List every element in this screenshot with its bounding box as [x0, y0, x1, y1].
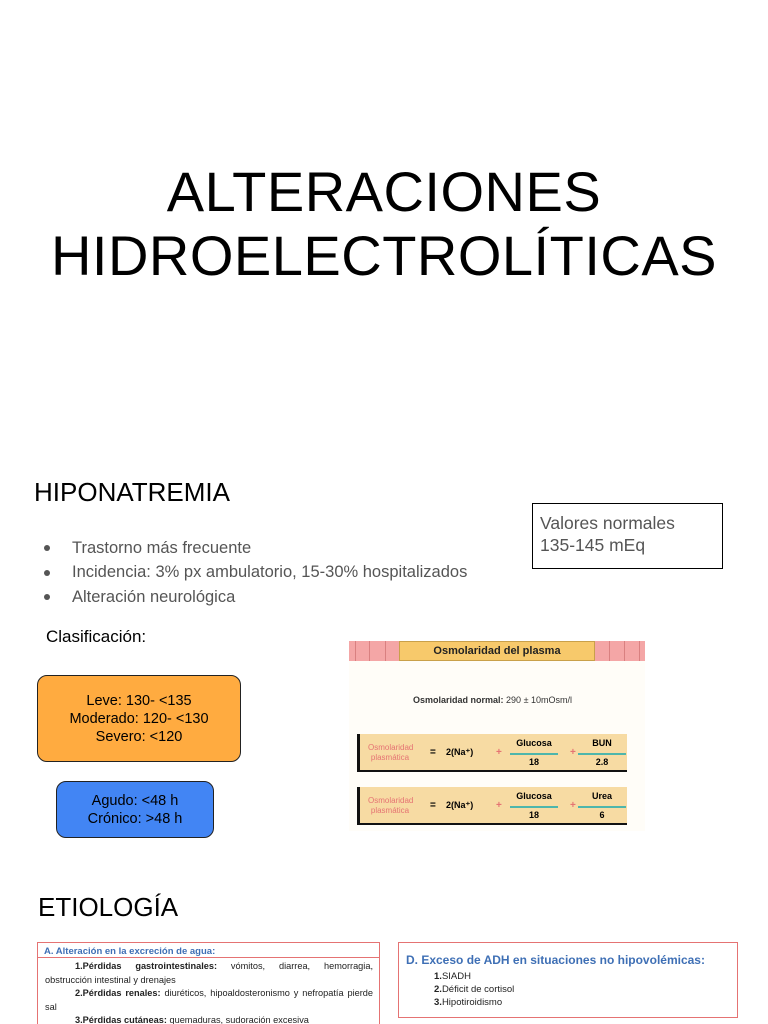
item-label: 1.Pérdidas gastrointestinales:: [75, 961, 218, 971]
hiponatremia-bullet-list: [44, 536, 467, 610]
bullet-item: [44, 561, 467, 586]
duration-chronic: Crónico: >48 h: [87, 810, 183, 827]
normal-values-box: [532, 503, 723, 569]
osmolarity-normal-label: Osmolaridad normal:: [413, 695, 504, 705]
osmolarity-figure: [349, 641, 645, 831]
card-d-item: [434, 996, 737, 1009]
card-d-item: [434, 970, 737, 983]
card-a-item: [45, 1014, 373, 1024]
item-text: diuréticos, hipoaldosteronismo y nefropatía pierde sal: [45, 988, 373, 1012]
fraction-numerator: BUN: [592, 738, 612, 748]
osmolarity-formula-urea: [357, 787, 627, 825]
etiology-card-d: [398, 942, 738, 1018]
item-text: quemaduras, sudoración excesiva: [166, 1015, 309, 1024]
formula-equals: =: [430, 800, 436, 811]
item-label: 2.Pérdidas renales:: [75, 988, 161, 998]
severity-mild: Leve: 130- <135: [86, 692, 192, 709]
fraction-denominator: 6: [599, 810, 605, 820]
severity-classification-box: [37, 675, 241, 762]
osmolarity-title: Osmolaridad del plasma: [399, 641, 595, 661]
formula-equals: =: [430, 747, 436, 758]
card-a-item: [45, 987, 373, 1014]
classification-label: Clasificación:: [46, 627, 147, 646]
normal-values-range: 135-145 mEq: [540, 535, 646, 555]
duration-classification-box: [56, 781, 214, 838]
formula-fraction-glucose: [504, 738, 564, 770]
bullet-dot-icon: [44, 594, 50, 600]
formula-fraction-glucose: [504, 791, 564, 823]
fraction-numerator: Glucosa: [516, 791, 552, 801]
bullet-dot-icon: [44, 545, 50, 551]
formula-plus: +: [570, 800, 576, 811]
item-text: SIADH: [441, 971, 471, 982]
osmolarity-normal-number: 290 ± 10mOsm/l: [506, 695, 573, 705]
formula-plus: +: [570, 747, 576, 758]
fraction-denominator: 18: [528, 757, 539, 767]
etiologia-heading: ETIOLOGÍA: [38, 892, 179, 922]
bullet-text: Incidencia: 3% px ambulatorio, 15-30% hospitalizados: [72, 563, 468, 582]
card-a-item: [45, 960, 373, 987]
item-text: vómitos, diarrea, hemorragia, obstrucción intestinal y drenajes: [45, 961, 373, 985]
formula-lhs-line2: plasmática: [370, 753, 410, 762]
card-d-title: D. Exceso de ADH en situaciones no hipovolémicas:: [406, 953, 705, 967]
duration-acute: Agudo: <48 h: [91, 792, 179, 809]
slide-title: [0, 160, 768, 288]
item-label: 3.Pérdidas cutáneas:: [75, 1015, 167, 1024]
severity-moderate: Moderado: 120- <130: [69, 710, 209, 727]
formula-plus: +: [496, 747, 502, 758]
osmolarity-normal-value: [413, 695, 572, 705]
item-text: Hipotiroidismo: [441, 997, 503, 1008]
card-d-body: [399, 970, 737, 1009]
fraction-denominator: 2.8: [595, 757, 609, 767]
fraction-numerator: Glucosa: [516, 738, 552, 748]
severity-severe: Severo: <120: [95, 728, 183, 745]
item-label: 2.: [434, 984, 442, 995]
osmolarity-formula-bun: [357, 734, 627, 772]
fraction-numerator: Urea: [591, 791, 612, 801]
formula-lhs-line2: plasmática: [370, 806, 410, 815]
title-line-1: ALTERACIONES: [166, 160, 602, 223]
formula-lhs-line1: Osmolaridad: [368, 743, 414, 752]
title-line-2: HIDROELECTROLÍTICAS: [50, 224, 718, 287]
fraction-denominator: 18: [528, 810, 539, 820]
formula-lhs-line1: Osmolaridad: [368, 796, 414, 805]
card-a-title: A. Alteración en la excreción de agua:: [38, 943, 379, 958]
formula-fraction-bun: [572, 738, 632, 770]
bullet-dot-icon: [44, 570, 50, 576]
normal-values-label: Valores normales: [540, 513, 675, 533]
bullet-text: Alteración neurológica: [72, 587, 236, 606]
card-d-item: [434, 983, 737, 996]
bullet-item: [44, 536, 467, 561]
hiponatremia-heading: HIPONATREMIA: [34, 477, 230, 507]
formula-lhs: [368, 743, 412, 763]
bullet-item: [44, 585, 467, 610]
formula-fraction-urea: [572, 791, 632, 823]
formula-plus: +: [496, 800, 502, 811]
formula-sodium: 2(Na⁺): [446, 747, 474, 757]
item-text: Déficit de cortisol: [441, 984, 515, 995]
bullet-text: Trastorno más frecuente: [72, 538, 252, 557]
formula-sodium: 2(Na⁺): [446, 800, 474, 810]
item-label: 3.: [434, 997, 442, 1008]
item-label: 1.: [434, 971, 442, 982]
card-a-body: [38, 958, 379, 1024]
etiology-card-a: [37, 942, 380, 1024]
formula-lhs: [368, 796, 412, 816]
